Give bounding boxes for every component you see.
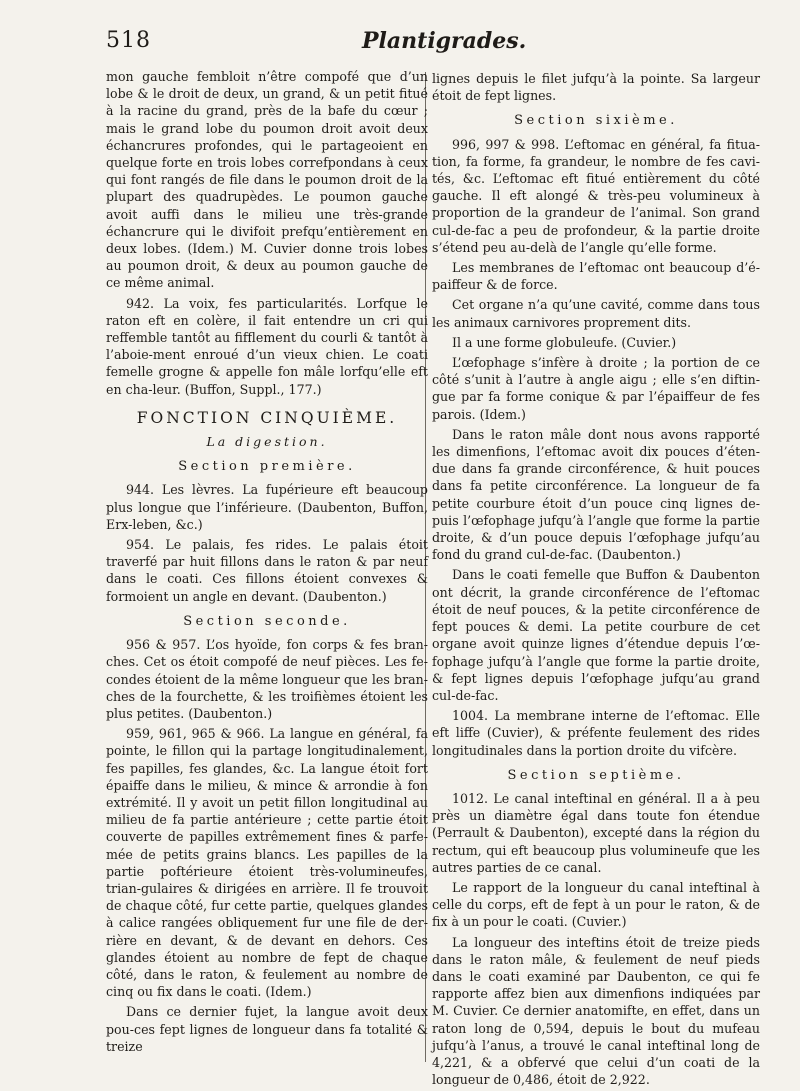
paragraph: 944. Les lèvres. La fupérieure eft beaucoup plus longue que l’inférieure. (Daubenton, Buffon, Erx-leben, &c.) — [106, 482, 428, 532]
paragraph: Dans ce dernier fujet, la langue avoit deux pou-ces fept lignes de longueur dans fa totalité & treize — [106, 1004, 428, 1054]
paragraph: Les membranes de l’eftomac ont beaucoup d’é-paiffeur & de force. — [432, 260, 760, 293]
paragraph: 956 & 957. L’os hyoïde, fon corps & fes bran-ches. Cet os étoit compofé de neuf pièces. Les fe-condes étoient de la même longueur que les bran-ches de la fourchette, & les troifièmes étoient les plus petites. (Daubenton.) — [106, 637, 428, 721]
left-column — [106, 68, 428, 1058]
paragraph: Dans le raton mâle dont nous avons rapporté les dimenfions, l’eftomac avoit dix pouces d’éten-due dans fa grande circonférence, & huit pouces dans fa petite circonférence. La longueur de fa petite courbure étoit d’un pouce cinq lignes de-puis l’œfophage jufqu’à l’angle que forme la partie droite, & d’un pouce depuis l’œfophage jufqu’au fond du grand cul-de-fac. (Daubenton.) — [432, 426, 760, 563]
right-column — [432, 70, 760, 1091]
paragraph: lignes depuis le filet jufqu’à la pointe. Sa largeur étoit de fept lignes. — [432, 71, 760, 104]
paragraph: 954. Le palais, fes rides. Le palais étoit traverfé par huit fillons dans le raton & par neuf dans le coati. Ces fillons étoient convexes & formoient un angle en devant. (Daubenton.) — [106, 537, 428, 604]
paragraph: mon gauche fembloit n’être compofé que d’un lobe & le droit de deux, un grand, & un petit fitué à la racine du grand, près de la bafe du cœur ; mais le grand lobe du poumon droit avoit deux échancrures profondes, qui le partageoient en quelque forte en trois lobes correfpondans à ceux qui font rangés de file dans le poumon droit de la plupart des quadrupèdes. Le poumon gauche avoit auffi dans le milieu une très-grande échancrure qui le divifoit prefqu’entièrement en deux lobes. (Idem.) M. Cuvier donne trois lobes au poumon droit, & deux au poumon gauche de ce même animal. — [106, 69, 428, 291]
chapter-heading: FONCTION CINQUIÈME. — [136, 408, 398, 427]
paragraph: 1012. Le canal inteftinal en général. Il a à peu près un diamètre égal dans toute fon étendue (Perrault & Daubenton), excepté dans la région du rectum, qui eft beaucoup plus volumineufe que les autres parties de ce canal. — [432, 790, 760, 875]
paragraph: 959, 961, 965 & 966. La langue en général, fa pointe, le fillon qui la partage longitudinalement, fes papilles, fes glandes, &c. La langue étoit fort épaiffe dans le milieu, & mince & arrondie à fon extrémité. Il y avoit un petit fillon longitudinal au milieu de fa partie antérieure ; cette partie étoit couverte de papilles extrêmement fines & parfe-mée de petits grains blancs. Les papilles de la partie poftérieure étoient très-volumineufes, trian-gulaires & dirigées en arrière. Il fe trouvoit de chaque côté, fur cette partie, quelques glandes à calice rangées obliquement fur une file de der-rière en devant, & de devant en dehors. Ces glandes étoient au nombre de fept de chaque côté, dans le raton, & feulement au nombre de cinq ou fix dans le coati. (Idem.) — [106, 726, 428, 1000]
subject-heading: La digestion. — [206, 434, 328, 450]
running-head: Plantigrades. — [362, 28, 527, 54]
paragraph: Le rapport de la longueur du canal inteftinal à celle du corps, eft de fept à un pour le raton, & de fix à un pour le coati. (Cuvier.) — [432, 879, 760, 930]
paragraph: Dans le coati femelle que Buffon & Daubenton ont décrit, la grande circonférence de l’eftomac étoit de neuf pouces, & la petite circonférence de fept pouces & demi. La petite courbure de cet organe avoit quinze lignes d’étendue depuis l’œ-fophage jufqu’à l’angle que forme la partie droite, & fept lignes depuis l’œfophage jufqu’au grand cul-de-fac. — [432, 567, 760, 703]
paragraph: La longueur des inteftins étoit de treize pieds dans le raton mâle, & feulement de neuf pieds dans le coati examiné par Daubenton, ce qui fe rapporte affez bien aux dimenfions indiquées par M. Cuvier. Ce dernier anatomifte, en effet, dans un raton long de 0,594, depuis le bout du mufeau jufqu’à l’anus, a trouvé le canal inteftinal long de 4,221, & a obfervé que celui d’un coati de la longueur de 0,486, étoit de 2,922. — [432, 934, 760, 1088]
paragraph: Cet organe n’a qu’une cavité, comme dans tous les animaux carnivores proprement dits. — [432, 297, 760, 330]
section-heading: Section sixième. — [514, 113, 678, 129]
paragraph: Il a une forme globuleufe. (Cuvier.) — [452, 334, 677, 350]
paragraph: L’œfophage s’infère à droite ; la portion de ce côté s’unit à l’autre à angle aigu ; elle s’en diftin-gue par fa forme conique & par l’épaiffeur de fes parois. (Idem.) — [432, 355, 760, 422]
section-heading: Section première. — [178, 459, 356, 475]
page-number: 518 — [106, 28, 151, 53]
paragraph: 942. La voix, fes particularités. Lorfque le raton eft en colère, il fait entendre un cri qui reffemble tantôt au fifflement du courli & tantôt à l’aboie-ment enroué d’un vieux chien. Le coati femelle grogne & appelle fon mâle lorfqu’elle eft en cha-leur. (Buffon, Suppl., 177.) — [106, 295, 428, 397]
page-header — [106, 28, 730, 60]
paragraph: 1004. La membrane interne de l’eftomac. Elle eft liffe (Cuvier), & préfente feulement des rides longitudinales dans la portion droite du vifcère. — [432, 708, 760, 758]
paragraph: 996, 997 & 998. L’eftomac en général, fa fitua-tion, fa forme, fa grandeur, le nombre de fes cavi-tés, &c. L’eftomac eft fitué entièrement du côté gauche. Il eft alongé & très-peu volumineux à proportion de la grandeur de l’animal. Son grand cul-de-fac a peu de profondeur, & la partie droite s’étend peu au-delà de l’angle qu’elle forme. — [432, 136, 760, 255]
section-heading: Section seconde. — [183, 613, 351, 629]
section-heading: Section septième. — [507, 767, 685, 783]
